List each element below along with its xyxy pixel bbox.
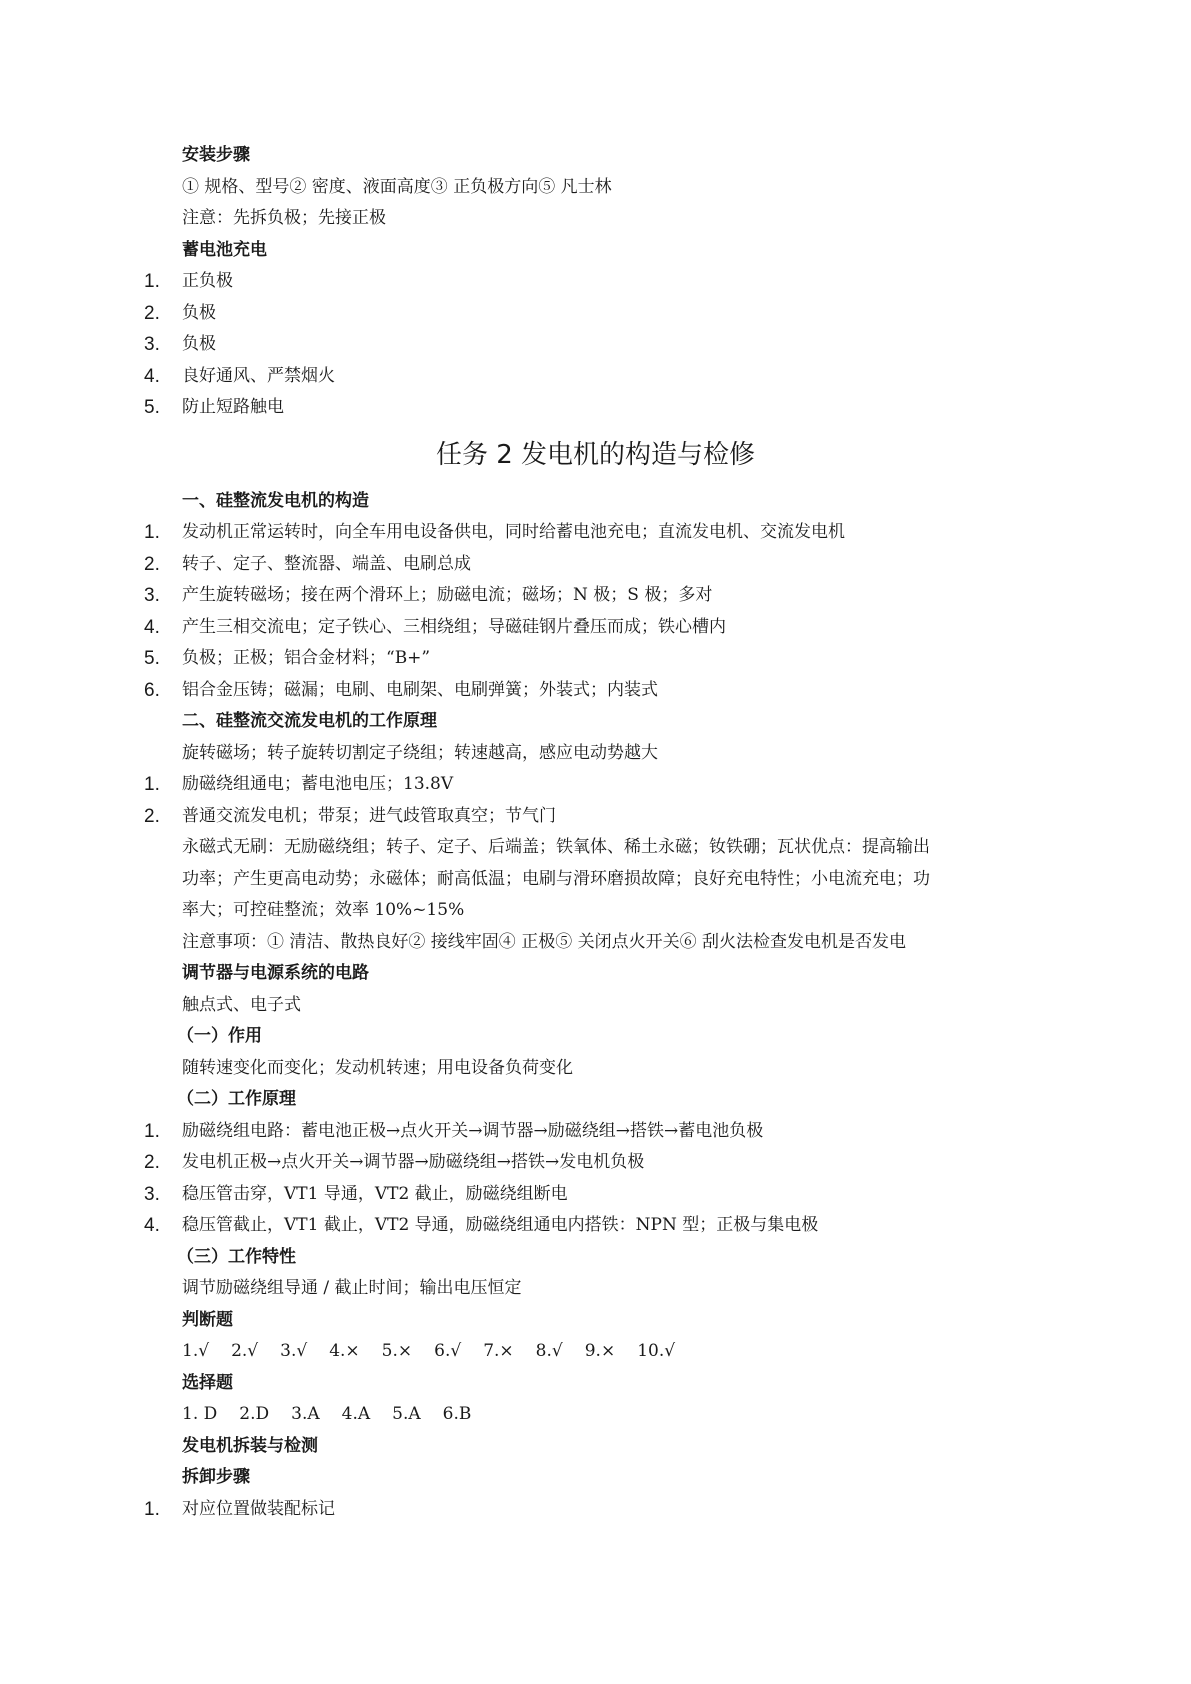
list-item — [0, 361, 1191, 393]
function-text: 随转速变化而变化；发动机转速；用电设备负荷变化 — [182, 1057, 573, 1078]
answer-item: 9.× — [584, 1341, 616, 1361]
list-text: 负极 — [182, 334, 216, 354]
answer-item: 1. D — [182, 1404, 218, 1424]
list-item — [0, 675, 1191, 707]
list-number: 2. — [144, 1152, 160, 1173]
list-text: 正负极 — [182, 271, 233, 291]
list-text: 发动机正常运转时，向全车用电设备供电，同时给蓄电池充电；直流发电机、交流发电机 — [182, 522, 845, 542]
answer-item: 1.√ — [182, 1341, 210, 1361]
list-number: 4. — [144, 1215, 160, 1236]
list-number: 5. — [144, 397, 160, 418]
answer-item: 2.D — [239, 1404, 270, 1424]
answer-item: 6.√ — [434, 1341, 462, 1361]
list-text: 稳压管截止，VT1 截止，VT2 导通，励磁绕组通电内搭铁：NPN 型；正极与集电极 — [182, 1215, 819, 1235]
list-text: 稳压管击穿，VT1 导通，VT2 截止，励磁绕组断电 — [182, 1183, 568, 1204]
list-number: 3. — [144, 334, 160, 355]
list-item — [0, 1494, 1191, 1526]
answer-item: 3.√ — [280, 1341, 308, 1361]
disassembly-list — [0, 1494, 1191, 1526]
list-number: 1. — [144, 522, 160, 543]
answer-item: 4.× — [329, 1341, 360, 1361]
heading-part1: 一、硅整流发电机的构造 — [182, 490, 369, 511]
part2-notes: 注意事项：① 清洁、散热良好② 接线牢固④ 正极⑤ 关闭点火开关⑥ 刮火法检查发电机是否发电 — [182, 931, 907, 952]
charge-list — [0, 266, 1191, 424]
answer-item: 4.A — [341, 1404, 371, 1424]
list-item — [0, 643, 1191, 675]
list-text: 发电机正极→点火开关→调节器→励磁绕组→搭铁→发电机负极 — [182, 1152, 645, 1172]
list-text: 防止短路触电 — [182, 397, 284, 417]
list-number: 2. — [144, 805, 160, 827]
answer-item: 5.A — [392, 1404, 421, 1424]
list-number: 4. — [144, 365, 160, 387]
answer-item: 2.√ — [231, 1341, 259, 1361]
list-number: 1. — [144, 271, 160, 292]
list-text: 产生旋转磁场；接在两个滑环上；励磁电流；磁场；N 极；S 极；多对 — [182, 585, 713, 605]
list-number: 6. — [144, 679, 160, 701]
answer-item: 5.× — [381, 1341, 413, 1361]
list-item — [0, 612, 1191, 644]
document-page — [0, 140, 1191, 1525]
heading-install-steps: 安装步骤 — [182, 145, 250, 165]
list-text: 良好通风、严禁烟火 — [182, 365, 335, 386]
list-number: 5. — [144, 648, 160, 669]
list-item — [0, 1147, 1191, 1179]
list-item — [0, 801, 1191, 833]
part2-para-line-1: 永磁式无刷：无励磁绕组；转子、定子、后端盖；铁氧体、稀土永磁；钕铁硼；瓦状优点：提高输出 — [182, 837, 930, 857]
list-text: 产生三相交流电；定子铁心、三相绕组；导磁硅钢片叠压而成；铁心槽内 — [182, 616, 726, 637]
list-item — [0, 266, 1191, 298]
part2-para-line-3: 率大；可控硅整流；效率 10%~15% — [182, 900, 465, 920]
characteristics-text: 调节励磁绕组导通 / 截止时间；输出电压恒定 — [182, 1278, 522, 1298]
list-item — [0, 392, 1191, 424]
subheading-function: （一）作用 — [177, 1026, 262, 1046]
true-false-answers — [0, 1336, 1191, 1368]
subheading-principle: （二）工作原理 — [177, 1089, 296, 1109]
answer-item: 3.A — [291, 1404, 320, 1424]
list-number: 3. — [144, 1183, 160, 1205]
heading-multiple-choice: 选择题 — [182, 1372, 233, 1393]
heading-disassembly: 发电机拆装与检测 — [182, 1435, 318, 1456]
list-item — [0, 1179, 1191, 1211]
list-text: 负极；正极；铝合金材料；“B+” — [182, 648, 431, 668]
list-item — [0, 549, 1191, 581]
list-text: 励磁绕组通电；蓄电池电压；13.8V — [182, 774, 454, 794]
list-number: 2. — [144, 553, 160, 575]
list-item — [0, 1116, 1191, 1148]
regulator-types: 触点式、电子式 — [182, 994, 301, 1015]
answer-item: 8.√ — [535, 1341, 563, 1361]
install-steps-line: ① 规格、型号② 密度、液面高度③ 正负极方向⑤ 凡士林 — [182, 176, 612, 197]
part2-intro: 旋转磁场；转子旋转切割定子绕组；转速越高，感应电动势越大 — [182, 742, 658, 763]
list-item — [0, 329, 1191, 361]
task-title: 任务 2 发电机的构造与检修 — [435, 439, 756, 470]
regulator-list — [0, 1116, 1191, 1242]
list-item — [0, 517, 1191, 549]
subheading-characteristics: （三）工作特性 — [177, 1246, 296, 1267]
list-item — [0, 769, 1191, 801]
list-number: 2. — [144, 302, 160, 324]
heading-true-false: 判断题 — [182, 1309, 233, 1330]
subheading-removal-steps: 拆卸步骤 — [182, 1467, 250, 1487]
multiple-choice-answers — [0, 1399, 1191, 1431]
list-text: 对应位置做装配标记 — [182, 1498, 335, 1519]
install-note: 注意：先拆负极；先接正极 — [182, 208, 386, 228]
part2-para-line-2: 功率；产生更高电动势；永磁体；耐高低温；电刷与滑环磨损故障；良好充电特性；小电流充电；功 — [182, 868, 930, 889]
part2-list — [0, 769, 1191, 832]
part1-list — [0, 517, 1191, 706]
list-item — [0, 580, 1191, 612]
list-text: 普通交流发电机；带泵；进气歧管取真空；节气门 — [182, 805, 556, 826]
heading-regulator: 调节器与电源系统的电路 — [182, 963, 369, 983]
list-text: 铝合金压铸；磁漏；电刷、电刷架、电刷弹簧；外装式；内装式 — [182, 679, 658, 700]
list-number: 1. — [144, 1498, 160, 1520]
list-text: 励磁绕组电路：蓄电池正极→点火开关→调节器→励磁绕组→搭铁→蓄电池负极 — [182, 1120, 764, 1141]
list-item — [0, 1210, 1191, 1242]
answer-item: 7.× — [483, 1341, 514, 1361]
list-item — [0, 298, 1191, 330]
heading-battery-charging: 蓄电池充电 — [182, 239, 267, 260]
list-number: 1. — [144, 1120, 160, 1142]
list-number: 3. — [144, 585, 160, 606]
list-text: 转子、定子、整流器、端盖、电刷总成 — [182, 553, 471, 574]
answer-item: 6.B — [442, 1404, 472, 1424]
list-number: 4. — [144, 616, 160, 638]
answer-item: 10.√ — [637, 1341, 676, 1361]
list-number: 1. — [144, 774, 160, 795]
list-text: 负极 — [182, 302, 216, 323]
heading-part2: 二、硅整流交流发电机的工作原理 — [182, 711, 437, 731]
